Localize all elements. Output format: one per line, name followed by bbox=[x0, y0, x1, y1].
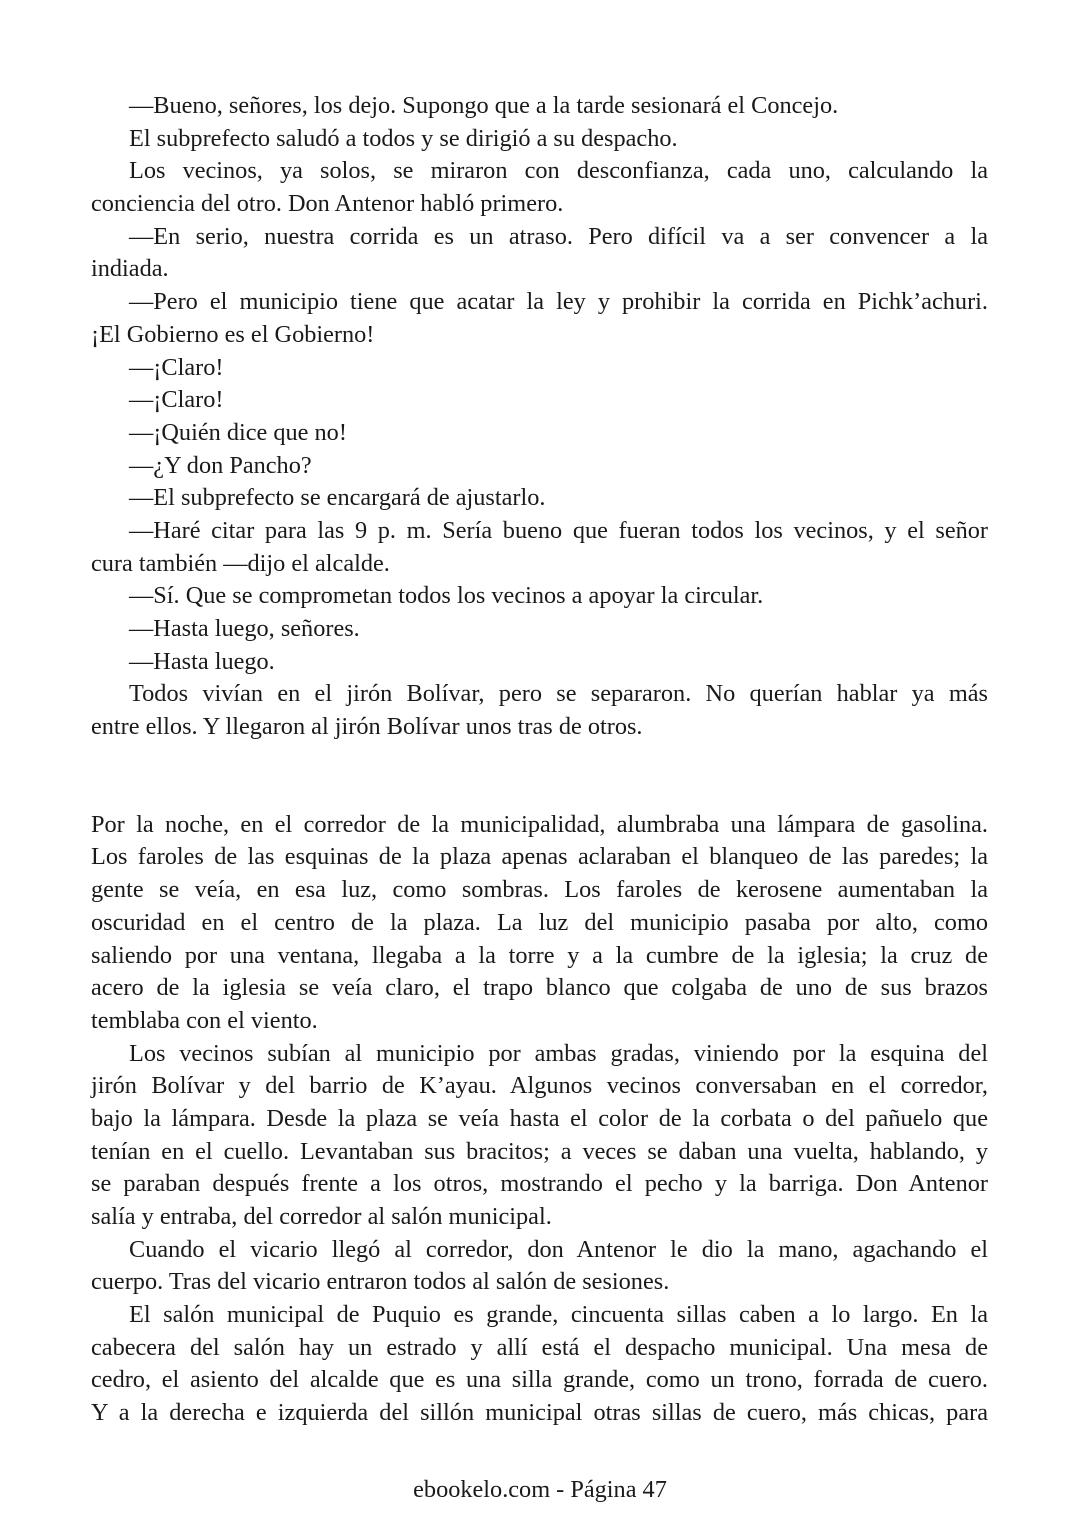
text-line: Los vecinos, ya solos, se miraron con desconfianza, cada uno, calculando la bbox=[129, 157, 988, 185]
text-line: Los vecinos subían al municipio por ambas gradas, viniendo por la esquina del bbox=[129, 1039, 988, 1067]
text-line: Todos vivían en el jirón Bolívar, pero se separaron. No querían hablar ya más bbox=[129, 680, 988, 708]
text-line: cuerpo. Tras del vicario entraron todos al salón de sesiones. bbox=[91, 1268, 670, 1296]
paragraph bbox=[91, 482, 988, 515]
paragraph bbox=[91, 646, 988, 679]
page-body bbox=[91, 90, 988, 1430]
text-line: entre ellos. Y llegaron al jirón Bolívar unos tras de otros. bbox=[91, 713, 643, 741]
paragraph bbox=[91, 286, 988, 351]
text-line: jirón Bolívar y del barrio de K’ayau. Algunos vecinos conversaban en el corredor, bbox=[91, 1072, 988, 1100]
text-line: acero de la iglesia se veía claro, el trapo blanco que colgaba de uno de sus brazos bbox=[91, 974, 988, 1002]
text-line: cura también —dijo el alcalde. bbox=[91, 549, 390, 577]
text-section bbox=[91, 809, 988, 1430]
text-line: indiada. bbox=[91, 255, 169, 283]
text-line: —Pero el municipio tiene que acatar la ley y prohibir la corrida en Pichk’achuri. bbox=[129, 288, 988, 316]
text-line: —¡Claro! bbox=[129, 353, 224, 381]
text-line: temblaba con el viento. bbox=[91, 1006, 318, 1034]
paragraph bbox=[91, 1299, 988, 1430]
paragraph bbox=[91, 352, 988, 385]
text-line: ¡El Gobierno es el Gobierno! bbox=[91, 320, 375, 348]
text-line: —Haré citar para las 9 p. m. Sería bueno que fueran todos los vecinos, y el señor bbox=[129, 516, 988, 544]
paragraph bbox=[91, 1234, 988, 1299]
text-line: El salón municipal de Puquio es grande, cincuenta sillas caben a lo largo. En la bbox=[129, 1301, 988, 1329]
paragraph bbox=[91, 809, 988, 1038]
text-line: salía y entraba, del corredor al salón municipal. bbox=[91, 1203, 552, 1230]
paragraph bbox=[91, 613, 988, 646]
text-line: cabecera del salón hay un estrado y allí está el despacho municipal. Una mesa de bbox=[91, 1333, 988, 1361]
text-line: —¡Claro! bbox=[129, 386, 224, 414]
text-line: Cuando el vicario llegó al corredor, don Antenor le dio la mano, agachando el bbox=[129, 1235, 988, 1263]
paragraph bbox=[91, 384, 988, 417]
text-line: El subprefecto saludó a todos y se dirigió a su despacho. bbox=[129, 124, 678, 152]
paragraph bbox=[91, 221, 988, 286]
paragraph bbox=[91, 580, 988, 613]
text-line: —El subprefecto se encargará de ajustarlo. bbox=[129, 484, 546, 512]
text-line: Y a la derecha e izquierda del sillón municipal otras sillas de cuero, más chicas, para bbox=[91, 1399, 988, 1427]
text-line: se paraban después frente a los otros, mostrando el pecho y la barriga. Don Antenor bbox=[91, 1170, 988, 1198]
text-line: —Hasta luego, señores. bbox=[129, 615, 360, 642]
text-line: gente se veía, en esa luz, como sombras. Los faroles de kerosene aumentaban la bbox=[91, 876, 988, 904]
paragraph bbox=[91, 417, 988, 450]
paragraph bbox=[91, 123, 988, 156]
text-line: —¿Y don Pancho? bbox=[129, 451, 312, 479]
paragraph bbox=[91, 1038, 988, 1234]
text-line: —Sí. Que se comprometan todos los vecinos a apoyar la circular. bbox=[129, 582, 764, 610]
text-line: Por la noche, en el corredor de la municipalidad, alumbraba una lámpara de gasolina. bbox=[91, 810, 988, 838]
text-line: saliendo por una ventana, llegaba a la torre y a la cumbre de la iglesia; la cruz de bbox=[91, 941, 988, 969]
text-line: —Bueno, señores, los dejo. Supongo que a la tarde sesionará el Concejo. bbox=[129, 92, 839, 119]
paragraph bbox=[91, 450, 988, 483]
text-line: conciencia del otro. Don Antenor habló primero. bbox=[91, 190, 564, 218]
text-line: Los faroles de las esquinas de la plaza apenas aclaraban el blanqueo de las paredes; la bbox=[91, 843, 988, 871]
text-line: cedro, el asiento del alcalde que es una silla grande, como un trono, forrada de cuero. bbox=[91, 1366, 988, 1394]
paragraph bbox=[91, 515, 988, 580]
text-line: tenían en el cuello. Levantaban sus bracitos; a veces se daban una vuelta, hablando, y bbox=[91, 1137, 988, 1165]
paragraph bbox=[91, 90, 988, 123]
text-line: —En serio, nuestra corrida es un atraso. Pero difícil va a ser convencer a la bbox=[129, 222, 988, 250]
page-footer: ebookelo.com - Página 47 bbox=[413, 1476, 667, 1503]
section-break bbox=[91, 744, 988, 809]
paragraph bbox=[91, 155, 988, 220]
paragraph bbox=[91, 678, 988, 743]
text-line: —¡Quién dice que no! bbox=[129, 418, 347, 446]
text-section bbox=[91, 90, 988, 744]
text-line: bajo la lámpara. Desde la plaza se veía hasta el color de la corbata o del pañuelo que bbox=[91, 1104, 988, 1132]
text-line: —Hasta luego. bbox=[129, 647, 275, 675]
text-line: oscuridad en el centro de la plaza. La luz del municipio pasaba por alto, como bbox=[91, 908, 988, 936]
